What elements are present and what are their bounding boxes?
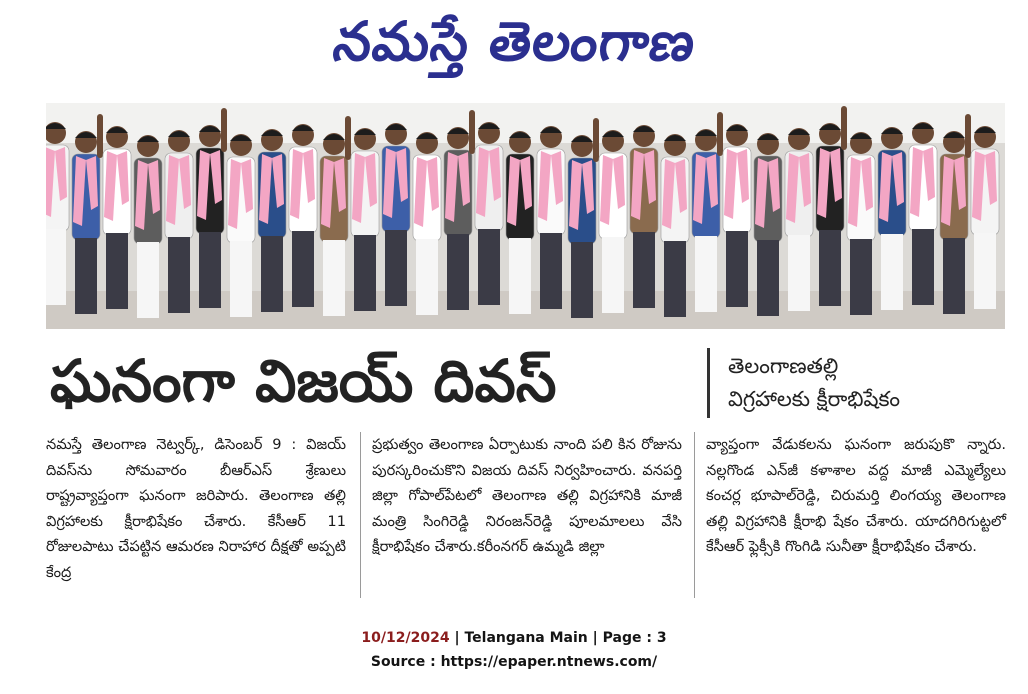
footer-source: Source : https://epaper.ntnews.com/ xyxy=(370,654,658,670)
person-legs xyxy=(509,238,531,314)
person-legs xyxy=(664,241,686,317)
article-text-3: వ్యాప్తంగా వేడుకలను ఘనంగా జరుపుకొ న్నారు. నల్లగొండ ఎన్‌జీ కళాశాల వద్ద మాజీ ఎమ్మెల్యేలు కంచర్ల భూపాల్‌రెడ్డి, చిరుమర్తి లింగయ్య తెలంగాణ తల్లి విగ్రహానికి క్షీరాభి షేకం చేశారు. యాదగిరిగుట్టలో కేసీఆర్ ఫ్లెక్సీకి గొంగిడి సునీతా క్షీరాభిషేకం చేశారు. xyxy=(706,436,1006,556)
article-column-1 xyxy=(46,432,346,586)
person-legs xyxy=(230,241,252,317)
raised-arm xyxy=(345,116,351,160)
person-legs xyxy=(602,237,624,313)
person-legs xyxy=(137,242,159,318)
masthead xyxy=(0,0,1028,96)
footer-sep: | xyxy=(454,630,465,646)
person-legs xyxy=(292,231,314,307)
article-column-2 xyxy=(372,432,682,560)
person-legs xyxy=(788,235,810,311)
raised-arm xyxy=(717,112,723,156)
person-legs xyxy=(323,240,345,316)
person-legs xyxy=(943,238,965,314)
person-legs xyxy=(106,233,128,309)
article-text-2: ప్రభుత్వం తెలంగాణ ఏర్పాటుకు నాంది పలి కిన రోజును పురస్కరించుకొని విజయ దివస్ నిర్వహించారు. వనపర్తి జిల్లా గోపాల్‌పేటలో తెలంగాణ తల్లి విగ్రహానికి మాజీ మంత్రి సింగిరెడ్డి నిరంజన్‌రెడ్డి పూలమాలలు వేసి క్షీరాభిషేకం చేశారు.కరీంనగర్ ఉమ్మడి జిల్లా xyxy=(372,436,682,556)
subhead-line-1: తెలంగాణతల్లి xyxy=(728,354,839,378)
person-legs xyxy=(199,232,221,308)
person-legs xyxy=(168,237,190,313)
person-legs xyxy=(974,233,996,309)
person-legs xyxy=(881,234,903,310)
person-legs xyxy=(261,236,283,312)
column-divider xyxy=(360,432,361,598)
person-legs xyxy=(757,240,779,316)
person-legs xyxy=(385,230,407,306)
person-legs xyxy=(819,230,841,306)
article-text-1: నమస్తే తెలంగాణ నెట్వర్క్, డిసెంబర్ 9 : విజయ్ దివస్‌ను సోమవారం బీఆర్ఎస్ శ్రేణులు రాష్ట్రవ్యాప్తంగా ఘనంగా జరిపారు. తెలంగాణ తల్లి విగ్రహాలకు క్షీరాభిషేకం చేశారు. కేసీఆర్ 11 రోజులపాటు చేపట్టిన ఆమరణ నిరాహార దీక్షతో అప్పటి కేంద్ర xyxy=(46,436,346,581)
person-legs xyxy=(850,239,872,315)
raised-arm xyxy=(469,110,475,154)
raised-arm xyxy=(221,108,227,152)
person-legs xyxy=(540,233,562,309)
raised-arm xyxy=(965,114,971,158)
person-legs xyxy=(416,239,438,315)
person-legs xyxy=(695,236,717,312)
raised-arm xyxy=(97,114,103,158)
raised-arm xyxy=(593,118,599,162)
person-legs xyxy=(46,229,66,305)
person-legs xyxy=(912,229,934,305)
person-legs xyxy=(447,234,469,310)
footer-edition: Telangana Main xyxy=(464,630,588,646)
newspaper-logo: నమస్తే తెలంగాణ xyxy=(329,9,701,73)
footer-sep: | xyxy=(592,630,603,646)
subhead-rule xyxy=(707,348,710,418)
subhead xyxy=(728,350,1018,416)
person-legs xyxy=(354,235,376,311)
column-divider xyxy=(694,432,695,598)
raised-arm xyxy=(841,106,847,150)
footer-page: Page : 3 xyxy=(602,630,667,646)
headline: ఘనంగా విజయ్ దివస్ xyxy=(50,347,557,415)
crowd-illustration xyxy=(46,103,1005,329)
person-legs xyxy=(633,232,655,308)
article-column-3 xyxy=(706,432,1006,560)
footer-date: 10/12/2024 xyxy=(361,630,450,646)
person-legs xyxy=(75,238,97,314)
footer-meta xyxy=(0,630,1028,646)
person-legs xyxy=(478,229,500,305)
person-legs xyxy=(726,231,748,307)
news-photo xyxy=(46,103,1005,329)
subhead-line-2: విగ్రహాలకు క్షీరాభిషేకం xyxy=(728,387,901,411)
person-legs xyxy=(571,242,593,318)
